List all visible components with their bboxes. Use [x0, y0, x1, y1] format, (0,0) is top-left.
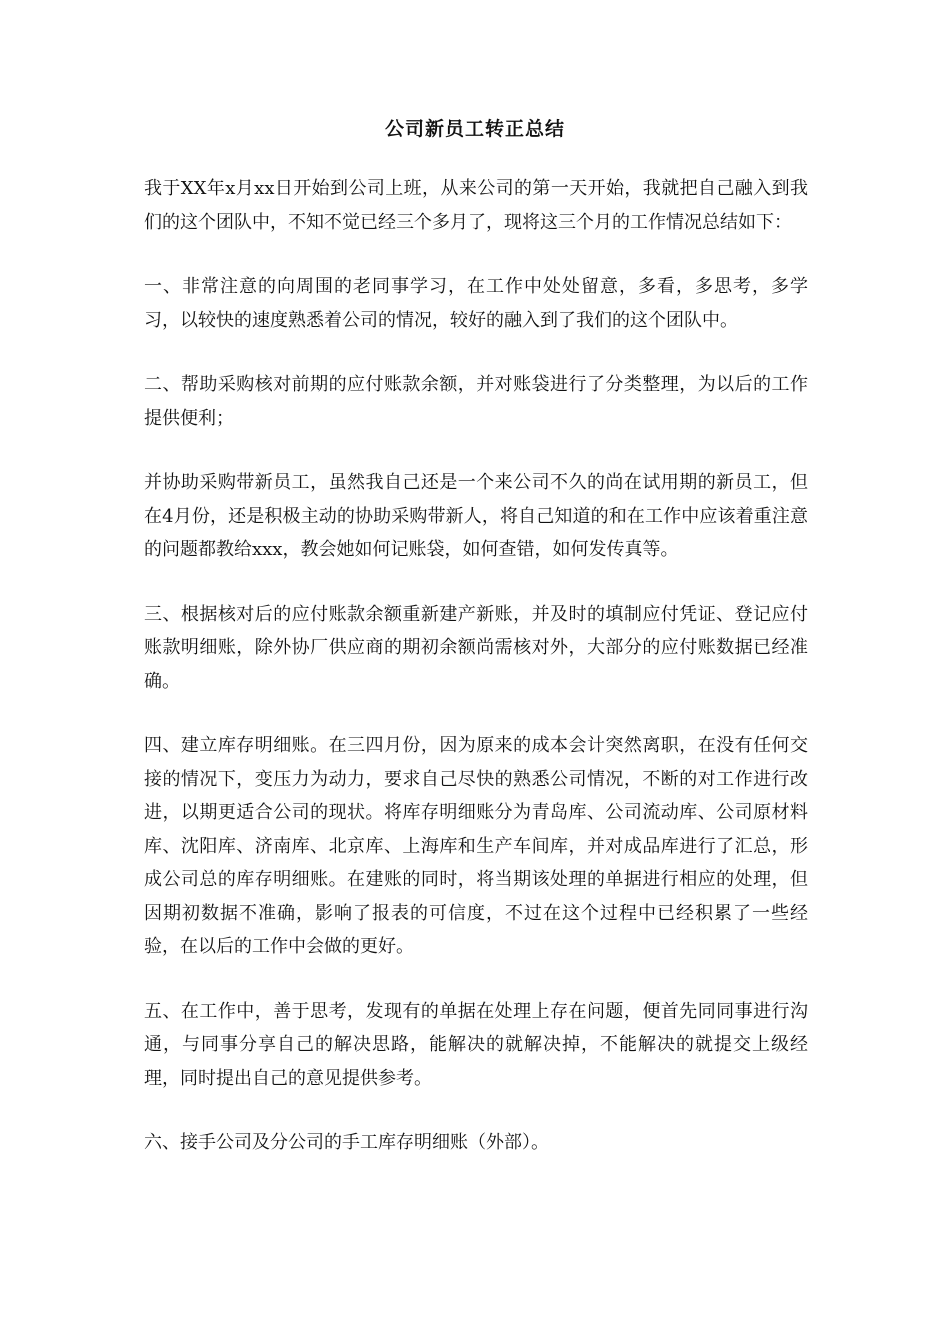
paragraph-intro: 我于XX年x月xx日开始到公司上班，从来公司的第一天开始，我就把自己融入到我们的这个团队中，不知不觉已经三个多月了，现将这三个月的工作情况总结如下： [144, 178, 808, 233]
paragraph-item-2-continued: 并协助采购带新员工，虽然我自己还是一个来公司不久的尚在试用期的新员工，但在4月份，还是积极主动的协助采购带新人，将自己知道的和在工作中应该着重注意的问题都教给xxx，教会她如何记账袋，如何查错，如何发传真等。 [144, 472, 808, 560]
document-title: 公司新员工转正总结 [384, 118, 565, 140]
paragraph-item-3: 三、根据核对后的应付账款余额重新建产新账，并及时的填制应付凭证、登记应付账款明细账，除外协厂供应商的期初余额尚需核对外，大部分的应付账数据已经准确。 [144, 603, 808, 692]
paragraph-item-6: 六、接手公司及分公司的手工库存明细账（外部）。 [144, 1132, 549, 1153]
paragraph-item-2: 二、帮助采购核对前期的应付账款余额，并对账袋进行了分类整理，为以后的工作提供便利； [144, 374, 808, 429]
paragraph-item-5: 五、在工作中，善于思考，发现有的单据在处理上存在问题，便首先同同事进行沟通，与同事分享自己的解决思路，能解决的就解决掉，不能解决的就提交上级经理，同时提出自己的意见提供参考。 [144, 1000, 808, 1089]
document-body [144, 172, 808, 1191]
paragraph-item-1: 一、非常注意的向周围的老同事学习，在工作中处处留意，多看，多思考，多学习，以较快的速度熟悉着公司的情况，较好的融入到了我们的这个团队中。 [144, 276, 808, 331]
paragraph-item-4: 四、建立库存明细账。在三四月份，因为原来的成本会计突然离职，在没有任何交接的情况下，变压力为动力，要求自己尽快的熟悉公司情况，不断的对工作进行改进，以期更适合公司的现状。将库存明细账分为青岛库、公司流动库、公司原材料库、沈阳库、济南库、北京库、上海库和生产车间库，并对成品库进行了汇总，形成公司总的库存明细账。在建账的同时，将当期该处理的单据进行相应的处理，但因期初数据不准确，影响了报表的可信度，不过在这个过程中已经积累了一些经验，在以后的工作中会做的更好。 [144, 735, 808, 957]
